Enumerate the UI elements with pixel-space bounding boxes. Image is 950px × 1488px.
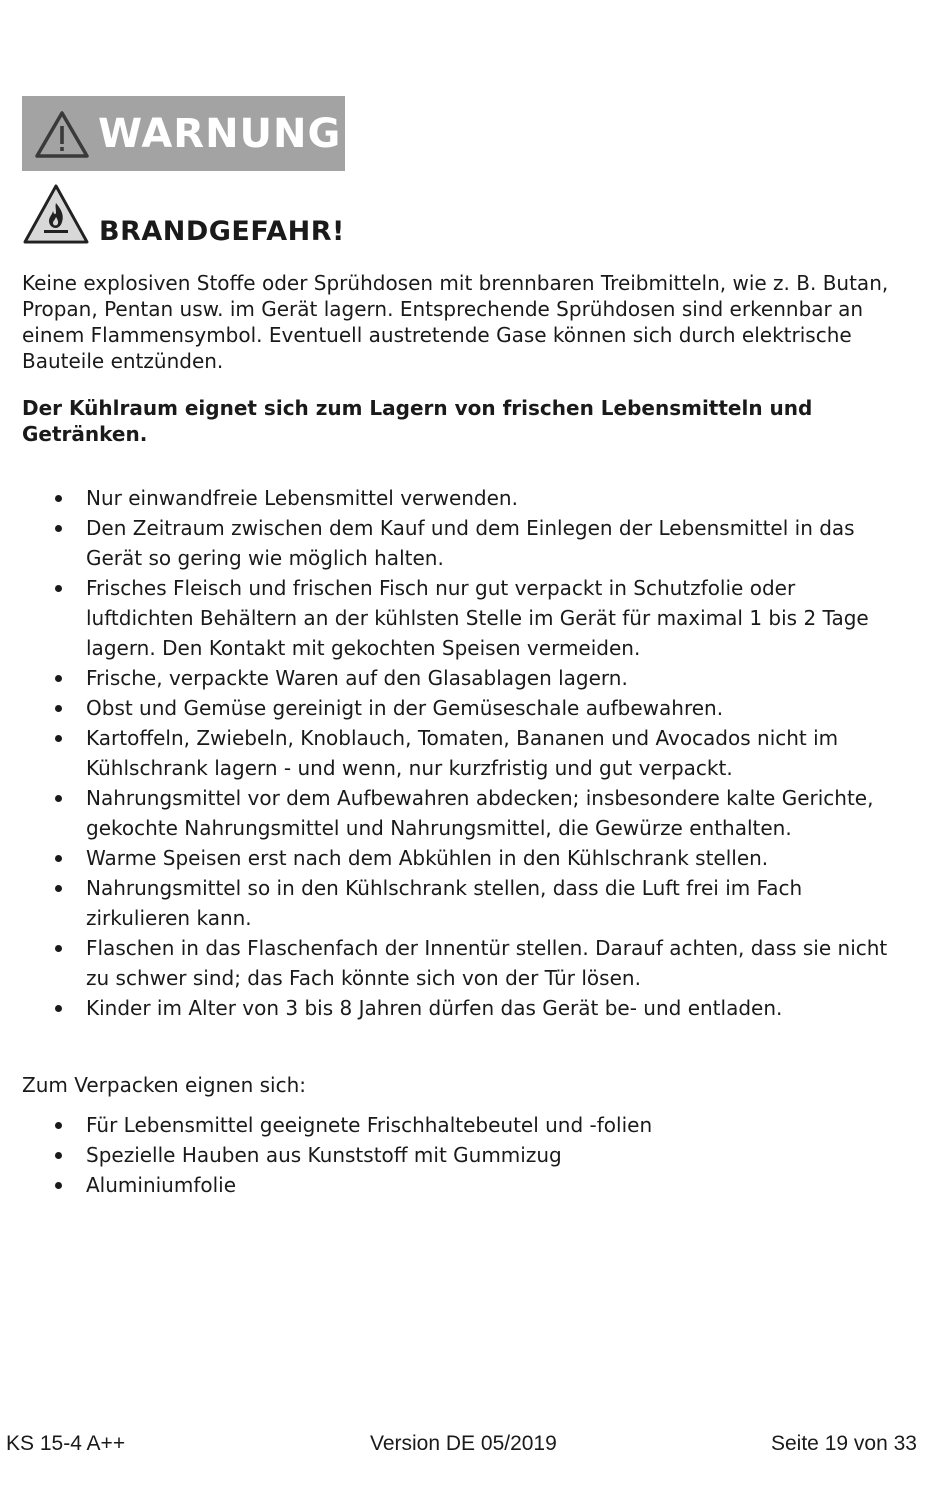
bullet-icon: [55, 705, 62, 712]
list-item: Spezielle Hauben aus Kunststoff mit Gummizug: [22, 1140, 902, 1170]
fire-hazard-title: BRANDGEFAHR!: [99, 216, 345, 247]
bullet-icon: [55, 795, 62, 802]
list-item: Den Zeitraum zwischen dem Kauf und dem Einlegen der Lebensmittel in das Gerät so gering wie möglich halten.: [22, 513, 902, 573]
list-item: Kinder im Alter von 3 bis 8 Jahren dürfen das Gerät be- und entladen.: [22, 993, 902, 1023]
bullet-icon: [55, 1122, 62, 1129]
bullet-icon: [55, 585, 62, 592]
packing-intro: Zum Verpacken eignen sich:: [22, 1073, 306, 1097]
bullet-icon: [55, 885, 62, 892]
flammable-hazard-icon: [22, 183, 90, 245]
packing-materials-list: [22, 1110, 902, 1200]
list-item: Frisches Fleisch und frischen Fisch nur gut verpackt in Schutzfolie oder luftdichten Behältern an der kühlsten Stelle im Gerät für maximal 1 bis 2 Tage lagern. Den Kontakt mit gekochten Speisen vermeiden.: [22, 573, 902, 663]
list-item: Flaschen in das Flaschenfach der Innentür stellen. Darauf achten, dass sie nicht zu schwer sind; das Fach könnte sich von der Tür lösen.: [22, 933, 902, 993]
list-item: Nahrungsmittel so in den Kühlschrank stellen, dass die Luft frei im Fach zirkulieren kann.: [22, 873, 902, 933]
bullet-icon: [55, 495, 62, 502]
footer-version: Version DE 05/2019: [370, 1432, 557, 1455]
warning-label: WARNUNG: [98, 110, 342, 157]
fire-hazard-text: Keine explosiven Stoffe oder Sprühdosen mit brennbaren Treibmitteln, wie z. B. Butan, Propan, Pentan usw. im Gerät lagern. Entsprechende Sprühdosen sind erkennbar an einem Flammensymbol. Eventuell austretende Gase können sich durch elektrische Bauteile entzünden.: [22, 271, 889, 373]
list-item: Für Lebensmittel geeignete Frischhaltebeutel und -folien: [22, 1110, 902, 1140]
bullet-icon: [55, 945, 62, 952]
footer-page-number: Seite 19 von 33: [771, 1432, 917, 1455]
list-item: Warme Speisen erst nach dem Abkühlen in den Kühlschrank stellen.: [22, 843, 902, 873]
list-item: Obst und Gemüse gereinigt in der Gemüseschale aufbewahren.: [22, 693, 902, 723]
warning-triangle-icon: [34, 109, 90, 159]
list-item: Frische, verpackte Waren auf den Glasablagen lagern.: [22, 663, 902, 693]
list-item: Nahrungsmittel vor dem Aufbewahren abdecken; insbesondere kalte Gerichte, gekochte Nahrungsmittel und Nahrungsmittel, die Gewürze enthalten.: [22, 783, 902, 843]
footer-model: KS 15-4 A++: [6, 1432, 126, 1455]
bullet-icon: [55, 525, 62, 532]
bullet-icon: [55, 855, 62, 862]
list-item: Kartoffeln, Zwiebeln, Knoblauch, Tomaten, Bananen und Avocados nicht im Kühlschrank lagern - und wenn, nur kurzfristig und gut verpackt.: [22, 723, 902, 783]
bullet-icon: [55, 1182, 62, 1189]
bullet-icon: [55, 675, 62, 682]
storage-tips-list: [22, 483, 902, 1023]
warning-banner: [22, 96, 345, 171]
bullet-icon: [55, 1152, 62, 1159]
storage-heading: Der Kühlraum eignet sich zum Lagern von frischen Lebensmitteln und Getränken.: [22, 396, 813, 446]
bullet-icon: [55, 1005, 62, 1012]
list-item: Aluminiumfolie: [22, 1170, 902, 1200]
list-item: Nur einwandfreie Lebensmittel verwenden.: [22, 483, 902, 513]
bullet-icon: [55, 735, 62, 742]
